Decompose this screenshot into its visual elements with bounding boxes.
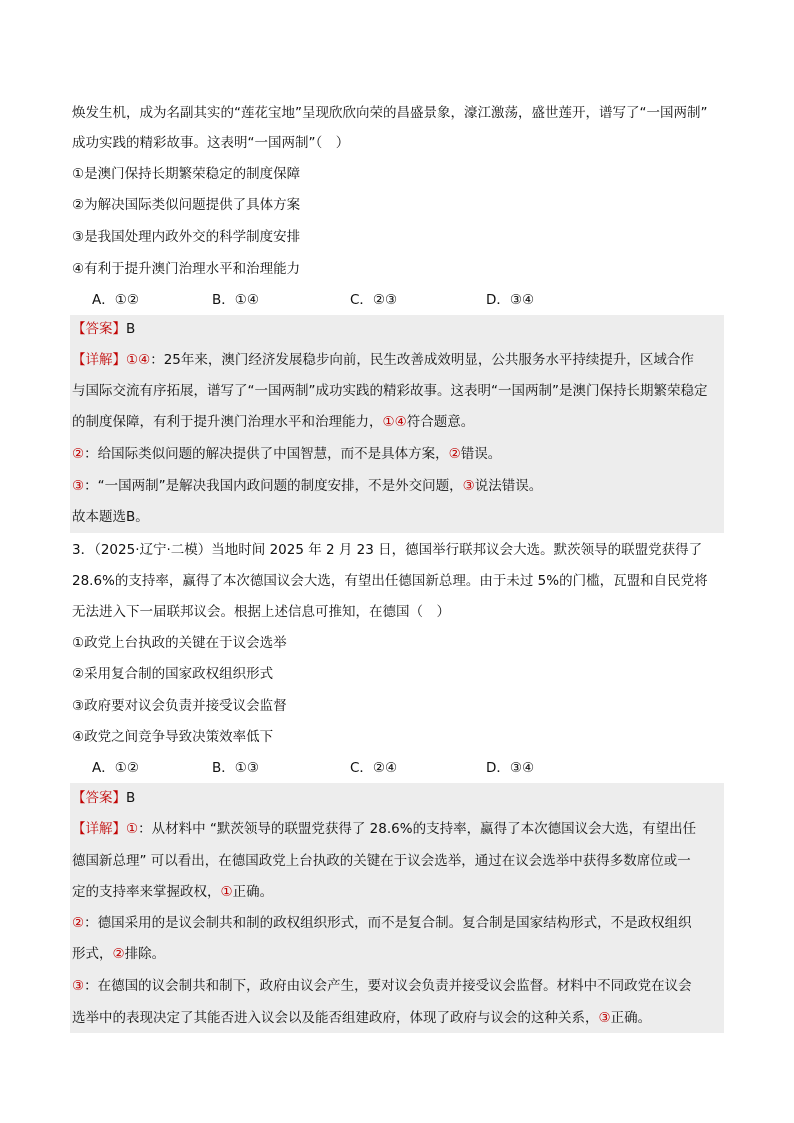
q3-detail-2-lead: ②: [72, 915, 85, 931]
q2-detail-line-1: 【详解】①④：25年来，澳门经济发展稳步向前，民生改善成效明显，公共服务水平持续提升，区域合作: [72, 352, 694, 368]
q3-detail-3-lead: ③: [72, 978, 85, 994]
q2-item-4: ④有利于提升澳门治理水平和治理能力: [72, 261, 301, 277]
q3-detail-2-text-b: 形式，: [72, 946, 113, 962]
q2-detail-1-lead: ①④: [126, 352, 151, 368]
q2-detail-1-text-a: ：25年来，澳门经济发展稳步向前，民生改善成效明显，公共服务水平持续提升，区域合作: [150, 352, 694, 368]
q3-answer-value: B: [126, 790, 136, 806]
q3-stem-line-1: 3．（2025·辽宁·二模）当地时间 2025 年 2 月 23 日，德国举行联邦议会大选。默茨领导的联盟党获得了: [72, 542, 703, 558]
q3-detail-3-text-a: ：在德国的议会制共和制下，政府由议会产生，要对议会负责并接受议会监督。材料中不同政党在议会: [84, 978, 692, 994]
q3-item-4: ④政党之间竞争导致决策效率低下: [72, 729, 274, 745]
q2-detail-line-2: 与国际交流有序拓展，谱写了“一国两制”成功实践的精彩故事。这表明“一国两制”是澳门保持长期繁荣稳定: [72, 383, 708, 399]
q2-option-b: B．①④: [212, 292, 259, 308]
q2-detail-1-tail: 符合题意。: [406, 414, 475, 430]
q2-detail-3-mark: ③: [462, 478, 475, 494]
q2-detail-3-lead: ③: [72, 478, 85, 494]
q2-detail-3-tail: 说法错误。: [474, 478, 543, 494]
q2-detail-2-text: ：给国际类似问题的解决提供了中国智慧，而不是具体方案，: [84, 446, 449, 462]
q3-detail-2-mark: ②: [112, 946, 125, 962]
q3-detail-1-tail: 正确。: [232, 884, 274, 900]
q2-stem-line-1: 焕发生机，成为名副其实的“莲花宝地”呈现欣欣向荣的昌盛景象，濠江激荡，盛世莲开，谱写了“一国两制”: [72, 105, 708, 121]
q3-detail-line-7: [72, 1009, 724, 1027]
q3-item-1: ①政党上台执政的关键在于议会选举: [72, 635, 287, 651]
q3-answer-label: 答案: [85, 790, 113, 806]
q2-detail-2-tail: 错误。: [460, 446, 502, 462]
q2-stem-line-2: 成功实践的精彩故事。这表明“一国两制”（ ）: [72, 135, 350, 151]
q3-detail-line-1: 【详解】①：从材料中 “默茨领导的联盟党获得了 28.6%的支持率，赢得了本次德国议会大选，有望出任: [72, 821, 697, 837]
q2-detail-3-text: ：“一国两制”是解决我国内政问题的制度安排，不是外交问题，: [84, 478, 463, 494]
q3-detail-2-tail: 排除。: [124, 946, 166, 962]
q3-option-c: C．②④: [350, 760, 398, 776]
q2-detail-2-lead: ②: [72, 446, 85, 462]
q3-answer-line: 【答案】B: [72, 790, 136, 806]
q2-detail-label: 详解: [85, 352, 113, 368]
q3-detail-line-3: [72, 883, 724, 901]
q3-detail-1-lead: ①: [126, 821, 139, 837]
q2-option-d: D．③④: [486, 292, 535, 308]
q2-option-a: A．①②: [92, 292, 139, 308]
q3-answer-block: [70, 783, 724, 1033]
q3-option-b: B．①③: [212, 760, 259, 776]
q2-item-2: ②为解决国际类似问题提供了具体方案: [72, 197, 301, 213]
q2-detail-2-mark: ②: [448, 446, 461, 462]
q3-item-2: ②采用复合制的国家政权组织形式: [72, 666, 274, 682]
q3-detail-3-text-b: 选举中的表现决定了其能否进入议会以及能否组建政府，体现了政府与议会的这种关系，: [72, 1010, 599, 1026]
q2-detail-line-4: [72, 445, 724, 463]
q3-option-a: A．①②: [92, 760, 139, 776]
q3-detail-1-text-c: 定的支持率来掌握政权，: [72, 884, 221, 900]
q2-answer-block: [70, 315, 724, 533]
q3-detail-line-4: [72, 914, 724, 932]
q2-detail-line-5: [72, 477, 724, 495]
q3-detail-label: 详解: [85, 821, 113, 837]
q2-option-c: C．②③: [350, 292, 398, 308]
q3-option-d: D．③④: [486, 760, 535, 776]
q2-detail-1-mark: ①④: [382, 414, 407, 430]
q2-answer-value: B: [126, 321, 136, 337]
q2-detail-1-text-c: 的制度保障，有利于提升澳门治理水平和治理能力，: [72, 414, 383, 430]
q2-answer-line: 【答案】B: [72, 321, 136, 337]
q3-item-3: ③政府要对议会负责并接受议会监督: [72, 698, 287, 714]
q3-detail-line-5: [72, 945, 724, 963]
q2-detail-line-3: [72, 413, 724, 431]
q2-item-1: ①是澳门保持长期繁荣稳定的制度保障: [72, 166, 301, 182]
q3-detail-3-mark: ③: [598, 1010, 611, 1026]
q2-options: [92, 291, 712, 309]
q3-detail-2-text-a: ：德国采用的是议会制共和制的政权组织形式，而不是复合制。复合制是国家结构形式，不是政权组织: [84, 915, 692, 931]
q2-item-3: ③是我国处理内政外交的科学制度安排: [72, 229, 301, 245]
q3-detail-line-6: [72, 977, 724, 995]
q2-conclusion: 故本题选B。: [72, 509, 149, 525]
q3-stem-line-3: 无法进入下一届联邦议会。根据上述信息可推知，在德国（ ）: [72, 604, 450, 620]
q3-detail-line-2: 德国新总理” 可以看出，在德国政党上台执政的关键在于议会选举，通过在议会选举中获得多数席位或一: [72, 853, 691, 869]
q3-detail-1-text-a: ：从材料中 “默茨领导的联盟党获得了 28.6%的支持率，赢得了本次德国议会大选，有望出任: [138, 821, 697, 837]
q3-detail-1-mark: ①: [220, 884, 233, 900]
q3-stem-line-2: 28.6%的支持率，赢得了本次德国议会大选，有望出任德国新总理。由于未过 5%的门槛，瓦盟和自民党将: [72, 573, 708, 589]
q3-detail-3-tail: 正确。: [610, 1010, 652, 1026]
q2-answer-label: 答案: [85, 321, 113, 337]
q3-options: [92, 759, 712, 777]
